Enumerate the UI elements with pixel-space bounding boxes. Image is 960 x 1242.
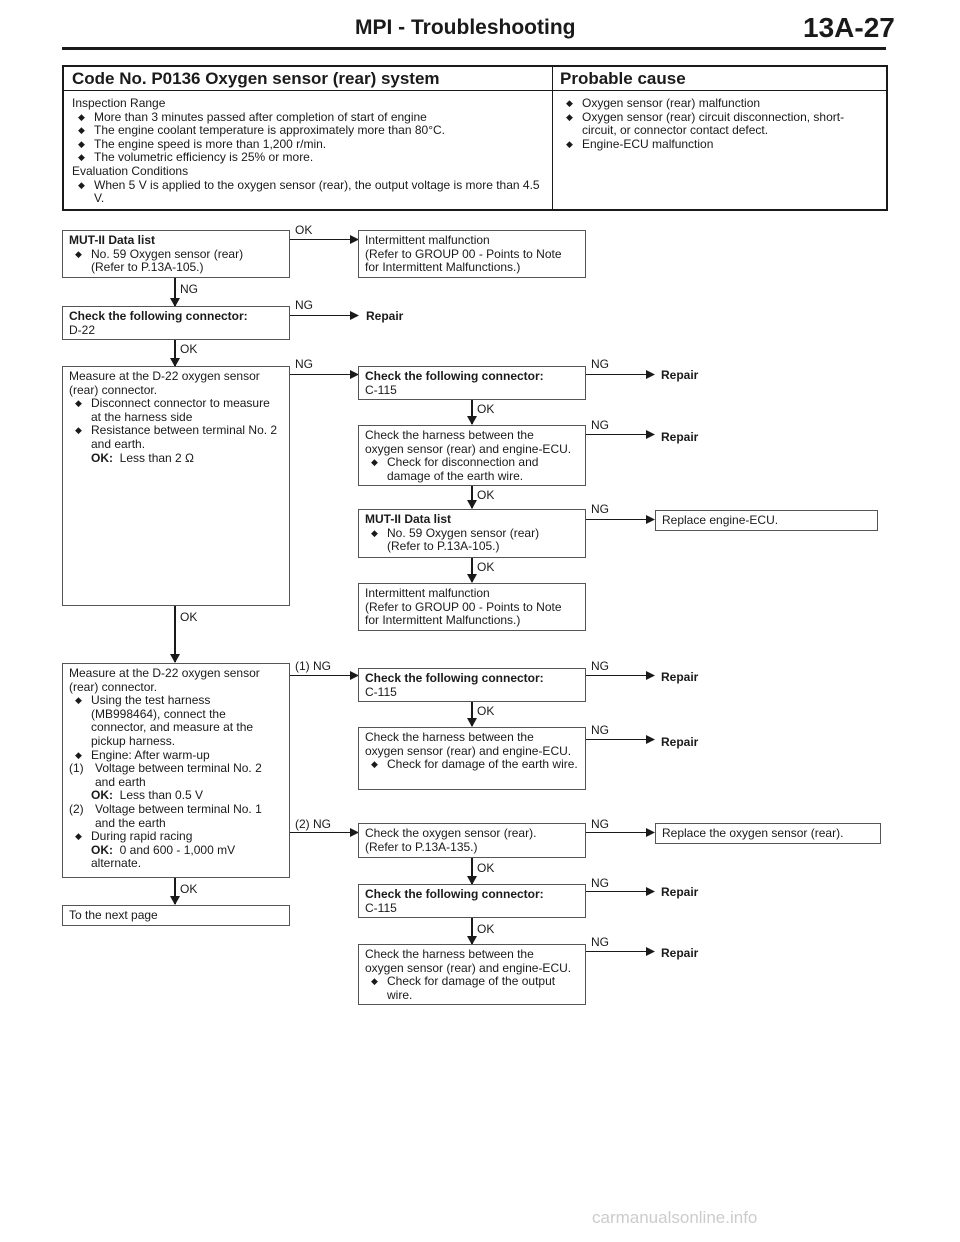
repair-label: Repair: [661, 946, 699, 960]
cause-item: ◆ Oxygen sensor (rear) malfunction: [560, 97, 870, 111]
ok-label: OK: [477, 488, 495, 502]
ng-label: NG: [295, 298, 313, 312]
ng1-label: (1) NG: [295, 659, 331, 673]
ng-label: NG: [591, 502, 609, 516]
check-harness-box-c: Check the harness between the oxygen sensor (rear) and engine-ECU. ◆ Check for damage of the output wire.: [358, 944, 586, 1005]
arrow-right-icon: [646, 671, 655, 680]
ok-label: OK: [180, 610, 198, 624]
table-header-code: Code No. P0136 Oxygen sensor (rear) system: [64, 67, 552, 91]
ng-label: NG: [591, 418, 609, 432]
check-connector-c115-box-a: Check the following connector: C-115: [358, 366, 586, 400]
ng-label: NG: [591, 935, 609, 949]
evaluation-item: ◆ When 5 V is applied to the oxygen sensor (rear), the output voltage is more than 4.5 V.: [72, 179, 542, 206]
arrow-right-icon: [646, 515, 655, 524]
next-page-box: To the next page: [62, 905, 290, 926]
ng2-label: (2) NG: [295, 817, 331, 831]
arrow-right-icon: [646, 887, 655, 896]
check-harness-box-a: Check the harness between the oxygen sensor (rear) and engine-ECU. ◆ Check for disconnection and damage of the earth wire.: [358, 425, 586, 486]
ok-label: OK: [180, 882, 198, 896]
mut-data-list-box-1: MUT-II Data list ◆ No. 59 Oxygen sensor (rear) (Refer to P.13A-105.): [62, 230, 290, 278]
repair-label: Repair: [661, 885, 699, 899]
repair-label: Repair: [366, 309, 404, 323]
repair-label: Repair: [661, 670, 699, 684]
arrow-down-icon: [170, 654, 180, 663]
check-connector-c115-box-c: Check the following connector: C-115: [358, 884, 586, 918]
repair-label: Repair: [661, 430, 699, 444]
ng-label: NG: [295, 357, 313, 371]
mut-data-list-box-2: MUT-II Data list ◆ No. 59 Oxygen sensor (rear) (Refer to P.13A-105.): [358, 509, 586, 558]
cause-item: ◆ Oxygen sensor (rear) circuit disconnection, short-circuit, or connector contact defect.: [560, 111, 870, 138]
ok-label: OK: [477, 704, 495, 718]
inspection-item: ◆ The engine coolant temperature is approximately more than 80°C.: [72, 124, 542, 138]
check-connector-c115-box-b: Check the following connector: C-115: [358, 668, 586, 702]
replace-sensor-box: Replace the oxygen sensor (rear).: [655, 823, 881, 844]
table-header-cause: Probable cause: [552, 67, 886, 91]
ok-label: OK: [477, 861, 495, 875]
check-connector-d22-box: Check the following connector: D-22: [62, 306, 290, 340]
ng-label: NG: [591, 817, 609, 831]
page-code: 13A-27: [803, 12, 895, 43]
ok-label: OK: [477, 922, 495, 936]
ng-label: NG: [591, 659, 609, 673]
ok-label: OK: [295, 223, 313, 237]
arrow-down-icon: [467, 500, 477, 509]
arrow-right-icon: [646, 735, 655, 744]
measure-voltage-box: Measure at the D-22 oxygen sensor (rear) connector. ◆ Using the test harness (MB998464), connect the connector, and measure at the pickup harness. ◆ Engine: After warm-up (1) Voltage between terminal No. 2 and earth OK: Less than 0.5 V (2) Voltage between terminal No. 1 and the earth ◆ During rapid racing OK: 0 and 600 - 1,000 mV alternate.: [62, 663, 290, 878]
replace-ecu-box: Replace engine-ECU.: [655, 510, 878, 531]
cause-item: ◆ Engine-ECU malfunction: [560, 138, 870, 152]
inspection-item: ◆ More than 3 minutes passed after completion of start of engine: [72, 111, 542, 125]
arrow-right-icon: [646, 828, 655, 837]
inspection-item: ◆ The engine speed is more than 1,200 r/min.: [72, 138, 542, 152]
repair-label: Repair: [661, 368, 699, 382]
arrow-down-icon: [467, 416, 477, 425]
arrow-right-icon: [646, 370, 655, 379]
ok-label: OK: [180, 342, 198, 356]
inspection-title: Inspection Range: [72, 96, 166, 110]
intermittent-box-1: Intermittent malfunction (Refer to GROUP 00 - Points to Note for Intermittent Malfunctions.): [358, 230, 586, 278]
measure-resistance-box: Measure at the D-22 oxygen sensor (rear) connector. ◆ Disconnect connector to measure at the harness side ◆ Resistance between terminal No. 2 and earth. OK: Less than 2 Ω: [62, 366, 290, 606]
check-oxygen-sensor-box: Check the oxygen sensor (rear). (Refer to P.13A-135.): [358, 823, 586, 858]
ng-label: NG: [591, 357, 609, 371]
arrow-right-icon: [646, 947, 655, 956]
inspection-item: ◆ The volumetric efficiency is 25% or more.: [72, 151, 542, 165]
ok-label: OK: [477, 560, 495, 574]
evaluation-title: Evaluation Conditions: [72, 163, 189, 178]
arrow-right-icon: [646, 430, 655, 439]
ng-label: NG: [180, 282, 198, 296]
ok-label: OK: [477, 402, 495, 416]
arrow-down-icon: [467, 718, 477, 727]
arrow-down-icon: [467, 574, 477, 583]
check-harness-box-b: Check the harness between the oxygen sensor (rear) and engine-ECU. ◆ Check for damage of the earth wire.: [358, 727, 586, 790]
ng-label: NG: [591, 723, 609, 737]
watermark: carmanualsonline.info: [592, 1208, 758, 1227]
arrow-right-icon: [350, 311, 359, 320]
ng-label: NG: [591, 876, 609, 890]
page-title: MPI - Troubleshooting: [355, 16, 576, 39]
arrow-down-icon: [170, 896, 180, 905]
intermittent-box-2: Intermittent malfunction (Refer to GROUP 00 - Points to Note for Intermittent Malfunctions.): [358, 583, 586, 631]
repair-label: Repair: [661, 735, 699, 749]
